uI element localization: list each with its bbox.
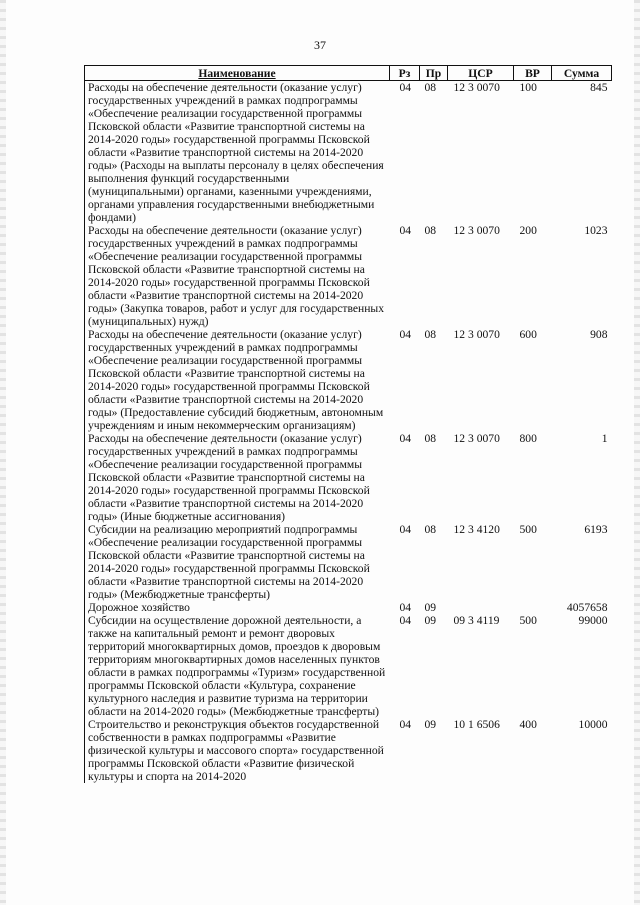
row-vr: 400 [519,718,537,731]
row-vr: 500 [519,523,537,536]
row-sum: 1023 [584,224,608,237]
row-vr: 500 [519,614,537,627]
row-vr: 100 [519,81,537,94]
row-rz: 04 [399,614,412,627]
table-row [85,523,612,601]
row-pr: 09 [424,601,437,614]
table-row [85,601,612,614]
row-rz: 04 [399,523,412,536]
row-vr [514,601,552,614]
row-sum: 4057658 [566,601,608,614]
row-csr: 10 1 6506 [453,718,500,731]
row-sum: 1 [601,432,608,445]
row-csr [448,601,514,614]
table-row [85,432,612,523]
page-number: 37 [314,38,326,52]
row-csr: 12 3 0070 [453,328,500,341]
budget-table [84,65,612,783]
table-row [85,224,612,328]
header-rz: Рз [390,66,420,81]
row-sum: 10000 [578,718,608,731]
row-sum: 908 [590,328,608,341]
table-row [85,81,612,225]
row-vr: 200 [519,224,537,237]
row-vr: 800 [519,432,537,445]
row-csr: 12 3 0070 [453,432,500,445]
row-csr: 12 3 0070 [453,224,500,237]
row-name: Субсидии на реализацию мероприятий подпрограммы «Обеспечение реализации государственной программы Псковской области «Развитие транспортной системы на 2014-2020 годы» государственной программы Псковской области «Развитие транспортной системы на 2014-2020 годы» (Межбюджетные трансферты) [85,523,390,601]
row-pr: 08 [424,432,437,445]
scan-edge-right [634,0,640,905]
row-rz: 04 [399,81,412,94]
row-rz: 04 [399,328,412,341]
row-rz: 04 [399,224,412,237]
row-pr: 08 [424,328,437,341]
row-name: Расходы на обеспечение деятельности (оказание услуг) государственных учреждений в рамках подпрограммы «Обеспечение реализации государственной программы Псковской области «Развитие транспортной системы на 2014-2020 годы» государственной программы Псковской области «Развитие транспортной системы на 2014-2020 годы» (Закупка товаров, работ и услуг для государственных (муниципальных) нужд) [85,224,390,328]
row-name: Дорожное хозяйство [85,601,390,614]
row-rz: 04 [399,601,412,614]
row-vr: 600 [519,328,537,341]
row-pr: 08 [424,81,437,94]
header-sum: Сумма [552,66,612,81]
row-csr: 12 3 0070 [453,81,500,94]
row-sum: 99000 [578,614,608,627]
row-sum: 845 [590,81,608,94]
table-row [85,614,612,718]
table-row [85,718,612,783]
row-name: Расходы на обеспечение деятельности (оказание услуг) государственных учреждений в рамках подпрограммы «Обеспечение реализации государственной программы Псковской области «Развитие транспортной системы на 2014-2020 годы» государственной программы Псковской области «Развитие транспортной системы на 2014-2020 годы» (Иные бюджетные ассигнования) [85,432,390,523]
row-name: Расходы на обеспечение деятельности (оказание услуг) государственных учреждений в рамках подпрограммы «Обеспечение реализации государственной программы Псковской области «Развитие транспортной системы на 2014-2020 годы» государственной программы Псковской области «Развитие транспортной системы на 2014-2020 годы» (Расходы на выплаты персоналу в целях обеспечения выполнения функций государственными (муниципальными) органами, казенными учреждениями, органами управления государственными внебюджетными фондами) [85,81,390,225]
row-rz: 04 [399,432,412,445]
row-name: Строительство и реконструкция объектов государственной собственности в рамках подпрограммы «Развитие физической культуры и массового спорта» государственной программы Псковской области «Развитие физической культуры и спорта на 2014-2020 [85,718,390,783]
header-vr: ВР [514,66,552,81]
row-sum: 6193 [584,523,608,536]
row-name: Расходы на обеспечение деятельности (оказание услуг) государственных учреждений в рамках подпрограммы «Обеспечение реализации государственной программы Псковской области «Развитие транспортной системы на 2014-2020 годы» государственной программы Псковской области «Развитие транспортной системы на 2014-2020 годы» (Предоставление субсидий бюджетным, автономным учреждениям и иным некоммерческим организациям) [85,328,390,432]
row-pr: 08 [424,224,437,237]
row-csr: 12 3 4120 [453,523,500,536]
scan-edge-left [0,0,6,905]
row-pr: 09 [424,718,437,731]
header-name: Наименование [85,66,390,81]
table-row [85,328,612,432]
table-header-row [85,66,612,81]
header-csr: ЦСР [448,66,514,81]
row-rz: 04 [399,718,412,731]
row-pr: 09 [424,614,437,627]
row-name: Субсидии на осуществление дорожной деятельности, а также на капитальный ремонт и ремонт дворовых территорий многоквартирных домов, проездов к дворовым территориям многоквартирных домов населенных пунктов области в рамках подпрограммы «Туризм» государственной программы Псковской области «Культура, сохранение культурного наследия и развитие туризма на территории области на 2014-2020 годы» (Межбюджетные трансферты) [85,614,390,718]
row-csr: 09 3 4119 [453,614,500,627]
header-pr: Пр [420,66,448,81]
row-pr: 08 [424,523,437,536]
